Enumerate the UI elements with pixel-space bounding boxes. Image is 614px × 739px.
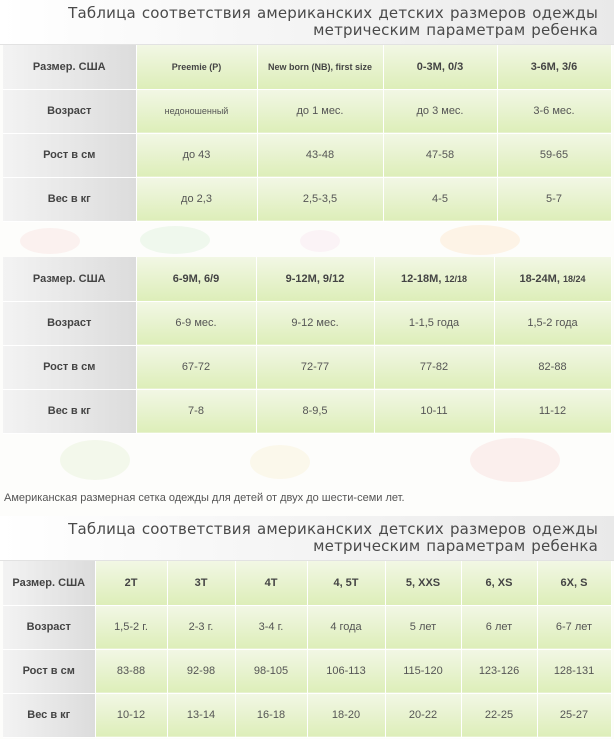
- table-row: [3, 177, 611, 221]
- background-decoration: [470, 438, 560, 482]
- table-header-cell: 3-6М, 3/6: [497, 45, 611, 89]
- table-header-cell: [136, 257, 256, 301]
- size-table-title: [0, 516, 614, 561]
- table-cell: 67-72: [136, 345, 256, 389]
- background-decoration: [440, 225, 520, 255]
- table-header-cell: [494, 257, 611, 301]
- row-label: Вес в кг: [3, 177, 136, 221]
- table-cell: 6-9 мес.: [136, 301, 256, 345]
- row-label: Возраст: [3, 301, 136, 345]
- row-label: Рост в см: [3, 649, 95, 693]
- row-label: Вес в кг: [3, 389, 136, 433]
- table-row: [3, 605, 611, 649]
- table-cell: 3-6 мес.: [497, 89, 611, 133]
- size-table-toddler: [3, 561, 612, 738]
- row-label: Вес в кг: [3, 693, 95, 737]
- table-cell: 82-88: [494, 345, 611, 389]
- table-header-cell: 6, XS: [461, 561, 537, 605]
- table-header-cell: Preemie (P): [136, 45, 257, 89]
- header-main-text: 6-9М, 6/9: [172, 272, 220, 285]
- title-line-2: метрическим параметрам ребенка: [313, 537, 598, 555]
- size-table-title: [0, 0, 614, 45]
- table-cell: 16-18: [235, 693, 307, 737]
- table-cell: 5 лет: [385, 605, 461, 649]
- table-cell: 72-77: [256, 345, 374, 389]
- table-cell: 18-20: [307, 693, 385, 737]
- table-header-cell: New born (NB), first size: [257, 45, 383, 89]
- table-cell: 3-4 г.: [235, 605, 307, 649]
- title-line-1: Таблица соответствия американских детских размеров одежды: [68, 520, 598, 538]
- table-cell: 10-12: [95, 693, 167, 737]
- header-sub-text: 12/18: [444, 273, 467, 284]
- table-header-cell: 5, XXS: [385, 561, 461, 605]
- table-cell: 83-88: [95, 649, 167, 693]
- table-header-cell: 4T: [235, 561, 307, 605]
- table-cell: 77-82: [374, 345, 494, 389]
- size-grid-note: Американская размерная сетка одежды для детей от двух до шести-семи лет.: [4, 492, 405, 504]
- table-cell: 1,5-2 года: [494, 301, 611, 345]
- table-cell: 11-12: [494, 389, 611, 433]
- table-cell: 98-105: [235, 649, 307, 693]
- background-decoration: [60, 440, 130, 480]
- table-cell: до 3 мес.: [383, 89, 497, 133]
- table-row: [3, 133, 611, 177]
- table-cell: 2,5-3,5: [257, 177, 383, 221]
- background-decoration: [300, 230, 340, 252]
- table-cell: 4 года: [307, 605, 385, 649]
- header-main-text: 12-18М,: [401, 272, 442, 285]
- table-header-cell: [374, 257, 494, 301]
- table-cell: 2-3 г.: [167, 605, 235, 649]
- table-cell: 6 лет: [461, 605, 537, 649]
- table-header-cell: [256, 257, 374, 301]
- background-decoration: [250, 445, 310, 479]
- table-row: [3, 693, 611, 737]
- background-decoration: [20, 228, 80, 254]
- table-header-cell: 0-3М, 0/3: [383, 45, 497, 89]
- header-sub-text: 18/24: [562, 273, 586, 284]
- table-cell: 9-12 мес.: [256, 301, 374, 345]
- table-cell: 8-9,5: [256, 389, 374, 433]
- table-cell: 43-48: [257, 133, 383, 177]
- table-header-cell: 2T: [95, 561, 167, 605]
- table-cell: 92-98: [167, 649, 235, 693]
- table-header-cell: Размер. США: [3, 257, 136, 301]
- table-header-cell: Размер. США: [3, 561, 95, 605]
- table-cell: недоношенный: [136, 89, 257, 133]
- table-cell: до 2,3: [136, 177, 257, 221]
- table-row: [3, 389, 611, 433]
- title-line-1: Таблица соответствия американских детских размеров одежды: [68, 4, 598, 22]
- table-cell: 6-7 лет: [537, 605, 611, 649]
- table-header-cell: Размер. США: [3, 45, 136, 89]
- row-label: Рост в см: [3, 133, 136, 177]
- table-cell: 128-131: [537, 649, 611, 693]
- table-cell: до 43: [136, 133, 257, 177]
- size-table-infant: [3, 45, 612, 222]
- row-label: Рост в см: [3, 345, 136, 389]
- row-label: Возраст: [3, 89, 136, 133]
- table-row: [3, 649, 611, 693]
- table-cell: до 1 мес.: [257, 89, 383, 133]
- table-cell: 25-27: [537, 693, 611, 737]
- table-cell: 1-1,5 года: [374, 301, 494, 345]
- table-cell: 59-65: [497, 133, 611, 177]
- title-line-2: метрическим параметрам ребенка: [313, 21, 598, 39]
- table-cell: 10-11: [374, 389, 494, 433]
- table-cell: 47-58: [383, 133, 497, 177]
- size-table-baby: [3, 257, 612, 434]
- table-cell: 13-14: [167, 693, 235, 737]
- header-main-text: 9-12М, 9/12: [285, 272, 345, 285]
- background-decoration: [140, 226, 210, 254]
- table-cell: 115-120: [385, 649, 461, 693]
- table-header-cell: 4, 5T: [307, 561, 385, 605]
- table-cell: 123-126: [461, 649, 537, 693]
- table-header-cell: 6X, S: [537, 561, 611, 605]
- table-cell: 4-5: [383, 177, 497, 221]
- table-cell: 7-8: [136, 389, 256, 433]
- table-cell: 22-25: [461, 693, 537, 737]
- table-cell: 1,5-2 г.: [95, 605, 167, 649]
- table-row: [3, 89, 611, 133]
- table-cell: 106-113: [307, 649, 385, 693]
- row-label: Возраст: [3, 605, 95, 649]
- table-row: [3, 345, 611, 389]
- table-row: [3, 301, 611, 345]
- table-cell: 20-22: [385, 693, 461, 737]
- header-main-text: 18-24М,: [519, 272, 560, 285]
- table-cell: 5-7: [497, 177, 611, 221]
- table-header-cell: 3T: [167, 561, 235, 605]
